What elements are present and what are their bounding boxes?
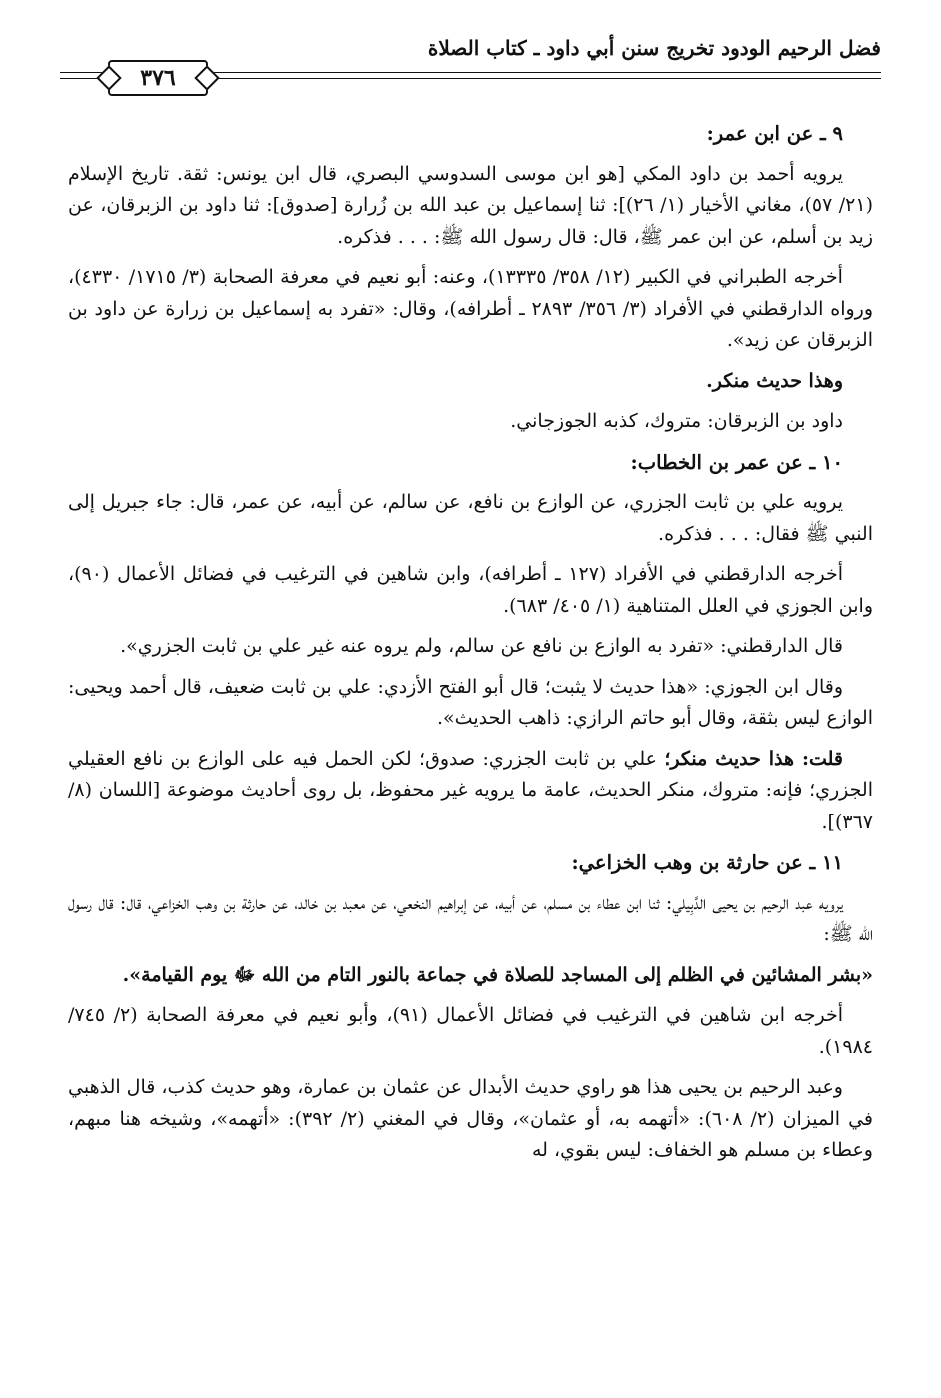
verdict-line: وهذا حديث منكر. (706, 369, 843, 392)
paragraph: أخرجه ابن شاهين في الترغيب في فضائل الأعمال (٩١)، وأبو نعيم في معرفة الصحابة (٢/ ٧٤٥/ ١٩٨٤). (68, 1004, 873, 1058)
paragraph: يرويه عبد الرحيم بن يحيى الدَّبِيلي: ثنا ابن عطاء بن مسلم، عن أبيه، عن إبراهيم النخعي، عن معبد بن خالد، عن حارثة بن وهب الخزاعي، قال: قال رسول الله ﷺ: (68, 891, 873, 945)
section-heading-9: ٩ ـ عن ابن عمر: (706, 122, 843, 145)
page-number-badge (108, 60, 208, 96)
section-heading-10: ١٠ ـ عن عمر بن الخطاب: (630, 450, 843, 474)
page-body (68, 118, 873, 1380)
paragraph: أخرجه الطبراني في الكبير (١٢/ ٣٥٨/ ١٣٣٣٥)، وعنه: أبو نعيم في معرفة الصحابة (٣/ ١٧١٥/ ٤٣٣٠)، ورواه الدارقطني في الأفراد (٣/ ٣٥٦/ ٢٨٩٣ ـ أطرافه)، وقال: «تفرد به إسماعيل بن زرارة عن داود بن الزبرقان عن زيد». (68, 266, 874, 351)
paragraph: وعبد الرحيم بن يحيى هذا هو راوي حديث الأبدال عن عثمان بن عمارة، وهو حديث كذب، قال الذهبي في الميزان (٢/ ٦٠٨): «أتهمه به، أو عثمان»، وقال في المغني (٢/ ٣٩٢): «أتهمه»، وشيخه هنا مبهم، وعطاء بن مسلم هو الخفاف: ليس بقوي، له (68, 1076, 873, 1161)
hadith-text: «بشر المشائين في الظلم إلى المساجد للصلاة في جماعة بالنور التام من الله ﷻ يوم القيامة». (122, 963, 873, 986)
paragraph: يرويه علي بن ثابت الجزري، عن الوازع بن نافع، عن سالم، عن أبيه، عن عمر، قال: جاء جبريل إلى النبي ﷺ فقال: . . . فذكره. (68, 491, 873, 545)
paragraph: قال الدارقطني: «تفرد به الوازع بن نافع عن سالم، ولم يروه عنه غير علي بن ثابت الجزري». (120, 635, 843, 657)
paragraph: أخرجه الدارقطني في الأفراد (١٢٧ ـ أطرافه)، وابن شاهين في الترغيب في فضائل الأعمال (٩٠)، وابن الجوزي في العلل المتناهية (١/ ٤٠٥/ ٦٨٣). (68, 563, 873, 617)
paragraph: يرويه أحمد بن داود المكي [هو ابن موسى السدوسي البصري، قال ابن يونس: ثقة. تاريخ الإسلام (٢١/ ٥٧)، مغاني الأخيار (١/ ٢٦)]: ثنا إسماعيل بن عبد الله بن زُرارة [صدوق]: ثنا داود بن الزبرقان، عن زيد بن أسلم، عن ابن عمر ﷺ، قال: قال رسول الله ﷺ: . . . فذكره. (68, 162, 873, 248)
paragraph: وقال ابن الجوزي: «هذا حديث لا يثبت؛ قال أبو الفتح الأزدي: علي بن ثابت ضعيف، قال أحمد ويحيى: الوازع ليس بثقة، وقال أبو حاتم الرازي: ذاهب الحديث». (68, 675, 873, 729)
verdict-rest: علي بن ثابت الجزري: صدوق؛ لكن الحمل فيه على الوازع بن نافع العقيلي الجزري؛ فإنه: متروك، منكر الحديث، عامة ما يرويه غير محفوظ، بل روى أحاديث موضوعة [اللسان (٨/ ٣٦٧)]. (68, 747, 873, 833)
paragraph: داود بن الزبرقان: متروك، كذبه الجوزجاني. (510, 410, 843, 432)
page-header (60, 34, 881, 104)
section-heading-11: ١١ ـ عن حارثة بن وهب الخزاعي: (571, 851, 843, 874)
verdict-lead: قلت: هذا حديث منكر؛ (664, 747, 843, 770)
running-title: فضل الرحيم الودود تخريج سنن أبي داود ـ كتاب الصلاة (427, 36, 881, 60)
page-number: ٣٧٦ (140, 65, 176, 91)
paragraph (68, 744, 873, 839)
